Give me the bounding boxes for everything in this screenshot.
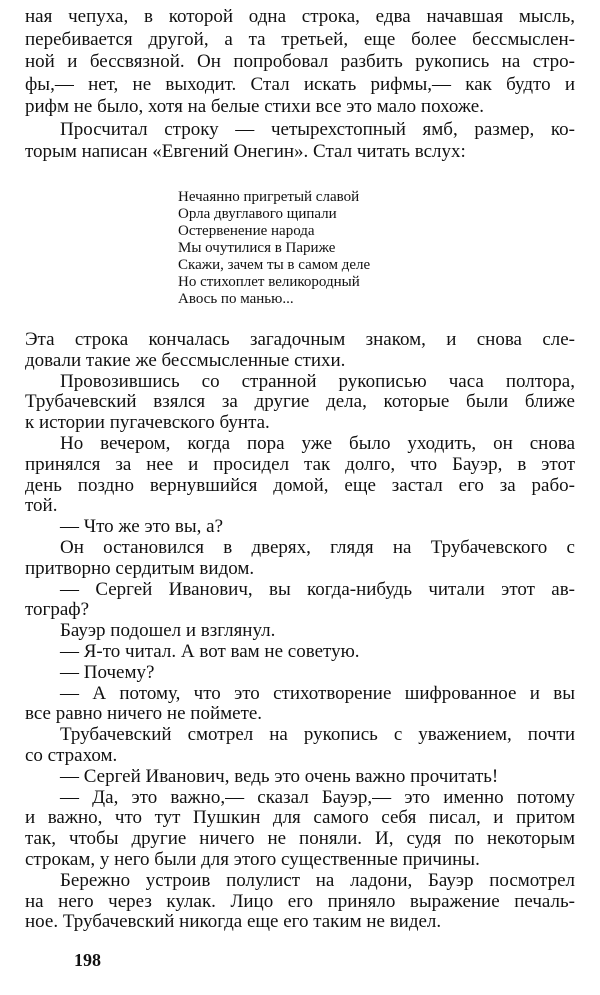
text-line: день поздно вернувшийся домой, еще застал его за рабо-	[25, 474, 575, 496]
text-line: фы,— нет, не выходит. Стал искать рифмы,— как будто и	[25, 73, 575, 95]
text-line: — Я-то читал. А вот вам не советую.	[60, 640, 360, 662]
text-line: на него через кулак. Лицо его приняло выражение печаль-	[25, 890, 575, 912]
text-line: Он остановился в дверях, глядя на Трубачевского с	[60, 536, 575, 558]
text-line: — А потому, что это стихотворение шифрованное и вы	[60, 682, 575, 704]
text-line: к истории пугачевского бунта.	[25, 412, 270, 434]
poem-line: Авось по манью...	[178, 291, 294, 307]
poem-line: Нечаянно пригретый славой	[178, 189, 360, 205]
poem-block	[178, 189, 370, 308]
opening-text-block	[25, 6, 575, 164]
poem-line: Остервенение народа	[178, 223, 315, 239]
text-line: принялся за нее и просидел так долго, что Бауэр, в этот	[25, 453, 575, 475]
text-line: ное. Трубачевский никогда еще его таким не видел.	[25, 911, 442, 933]
text-line: так, чтобы другие ничего не поняли. И, судя по некоторым	[25, 828, 575, 850]
text-line: и важно, что тут Пушкин для самого себя писал, и притом	[25, 807, 575, 829]
text-line: строкам, у него были для этого существенные причины.	[25, 848, 480, 870]
text-line: той.	[25, 495, 58, 517]
text-line: перебивается другой, а та третьей, еще более бессмыслен-	[25, 28, 575, 50]
text-line: — Что же это вы, а?	[60, 516, 224, 538]
text-line: Трубачевский смотрел на рукопись с уважением, почти	[60, 724, 575, 746]
main-text-block	[25, 330, 575, 933]
text-line: — Сергей Иванович, ведь это очень важно прочитать!	[60, 765, 499, 787]
text-line: Трубачевский взялся за другие дела, которые были ближе	[25, 391, 575, 413]
poem-line: Скажи, зачем ты в самом деле	[178, 257, 371, 273]
poem-line: Но стихоплет великородный	[178, 274, 360, 290]
text-line: со страхом.	[25, 744, 118, 766]
text-line: ной и бессвязной. Он попробовал разбить рукопись на стро-	[25, 51, 575, 72]
text-line: Эта строка кончалась загадочным знаком, и снова сле-	[25, 329, 575, 350]
text-line: Но вечером, когда пора уже было уходить, он снова	[60, 432, 575, 454]
text-line: тограф?	[25, 599, 90, 621]
text-line: довали такие же бессмысленные стихи.	[25, 349, 346, 371]
page-number: 198	[74, 950, 101, 970]
text-line: — Да, это важно,— сказал Бауэр,— это именно потому	[60, 786, 575, 808]
text-line: притворно сердитым видом.	[25, 557, 255, 579]
text-line: все равно ничего не поймете.	[25, 703, 263, 725]
text-line: Бережно устроив полулист на ладони, Бауэр посмотрел	[60, 869, 575, 891]
text-line: Провозившись со странной рукописью часа полтора,	[60, 370, 575, 392]
text-line: рифм не было, хотя на белые стихи все это мало похоже.	[25, 96, 484, 117]
text-line: — Почему?	[60, 661, 155, 683]
poem-line: Орла двуглавого щипали	[178, 206, 337, 222]
text-line: Просчитал строку — четырехстопный ямб, размер, ко-	[60, 118, 575, 140]
text-line: ная чепуха, в которой одна строка, едва начавшая мысль,	[25, 6, 575, 27]
text-line: — Сергей Иванович, вы когда-нибудь читали этот ав-	[60, 578, 575, 600]
poem-line: Мы очутилися в Париже	[178, 240, 336, 256]
text-line: торым написан «Евгений Онегин». Стал читать вслух:	[25, 141, 466, 162]
text-line: Бауэр подошел и взглянул.	[60, 620, 276, 642]
